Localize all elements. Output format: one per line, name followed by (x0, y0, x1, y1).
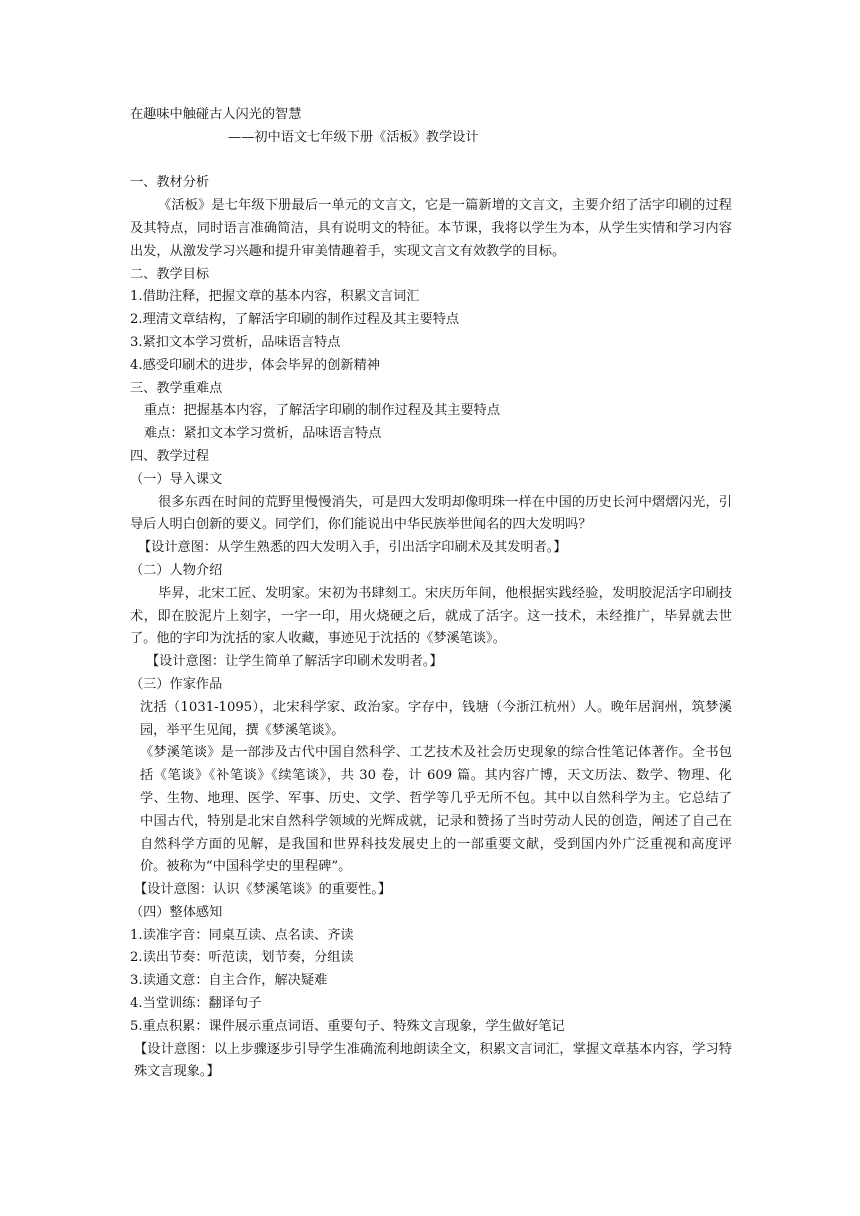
paragraph-intro: 很多东西在时间的荒野里慢慢消失，可是四大发明却像明珠一样在中国的历史长河中熠熠闪光，引导后人明白创新的要义。同学们，你们能说出中华民族举世闻名的四大发明吗？ (130, 494, 732, 533)
overview-item-2: 2.读出节奏：听范读，划节奏，分组读 (130, 950, 354, 966)
subsection-heading-person: （二）人物介绍 (130, 562, 223, 578)
subsection-heading-overview: （四）整体感知 (130, 904, 223, 920)
overview-item-3: 3.读通文意：自主合作，解决疑难 (130, 973, 328, 989)
goal-item-2: 2.理清文章结构，了解活字印刷的制作过程及其主要特点 (130, 312, 460, 328)
paragraph-author: 沈括（1031-1095），北宋科学家、政治家。字存中，钱塘（今浙江杭州）人。晚年居润州，筑梦溪园，举平生见闻，撰《梦溪笔谈》。 (140, 699, 732, 738)
paragraph-analysis: 《活板》是七年级下册最后一单元的文言文，它是一篇新增的文言文，主要介绍了活字印刷的过程及其特点，同时语言准确简洁，具有说明文的特征。本节课，我将以学生为本，从学生实情和学习内容出发，从激发学习兴趣和提升审美情趣着手，实现文言文有效教学的目标。 (130, 198, 732, 259)
paragraph-person: 毕昇，北宋工匠、发明家。宋初为书肆刻工。宋庆历年间，他根据实践经验，发明胶泥活字印刷技术，即在胶泥片上刻字，一字一印，用火烧硬之后，就成了活字。这一技术，未经推广，毕昇就去世了。他的字印为沈括的家人收藏，事迹见于沈括的《梦溪笔谈》。 (130, 585, 732, 647)
design-note-intro: 【设计意图：从学生熟悉的四大发明入手，引出活字印刷术及其发明者。】 (138, 540, 567, 556)
difficult-point: 难点：紧扣文本学习赏析，品味语言特点 (144, 426, 382, 442)
section-heading-analysis: 一、教材分析 (130, 175, 210, 191)
document-title: 在趣味中触碰古人闪光的智慧 (130, 107, 302, 122)
design-note-author: 【设计意图：认识《梦溪笔谈》的重要性。】 (134, 882, 392, 898)
document-page (130, 104, 732, 1084)
goal-item-1: 1.借助注释，把握文章的基本内容，积累文言词汇 (130, 289, 420, 305)
subsection-heading-intro: （一）导入课文 (130, 471, 223, 487)
design-note-overview: 【设计意图：以上步骤逐步引导学生准确流利地朗读全文，积累文言词汇，掌握文章基本内容，学习特殊文言现象。】 (134, 1041, 732, 1080)
subsection-heading-author: （三）作家作品 (130, 676, 223, 692)
design-note-person: 【设计意图：让学生简单了解活字印刷术发明者。】 (146, 654, 443, 670)
overview-item-4: 4.当堂训练：翻译句子 (130, 996, 262, 1012)
goal-item-3: 3.紧扣文本学习赏析，品味语言特点 (130, 334, 341, 350)
section-heading-keypoints: 三、教学重难点 (130, 380, 223, 396)
overview-item-5: 5.重点积累：课件展示重点词语、重要句子、特殊文言现象，学生做好笔记 (130, 1018, 565, 1034)
document-subtitle: ——初中语文七年级下册《活板》教学设计 (228, 129, 479, 145)
section-heading-goals: 二、教学目标 (130, 266, 210, 282)
key-point: 重点：把握基本内容，了解活字印刷的制作过程及其主要特点 (144, 403, 501, 419)
blank-line (130, 150, 732, 173)
section-heading-process: 四、教学过程 (130, 448, 210, 464)
overview-item-1: 1.读准字音：同桌互读、点名读、齐读 (130, 927, 354, 943)
paragraph-book: 《梦溪笔谈》是一部涉及古代中国自然科学、工艺技术及社会历史现象的综合性笔记体著作。全书包括《笔谈》《补笔谈》《续笔谈》，共 30 卷，计 609 篇。其内容广博，天文历法、数学、物理、化学、生物、地理、医学、军事、历史、文学、哲学等几乎无所不包。其中以自然科学为主。它总结了中国古代，特别是北宋自然科学领域的光辉成就，记录和赞扬了当时劳动人民的创造，阐述了自己在自然科学方面的见解，是我国和世界科技发展史上的一部重要文献，受到国内外广泛重视和高度评价。被称为“中国科学史的里程碑”。 (140, 745, 732, 875)
goal-item-4: 4.感受印刷术的进步，体会毕昇的创新精神 (130, 357, 380, 373)
